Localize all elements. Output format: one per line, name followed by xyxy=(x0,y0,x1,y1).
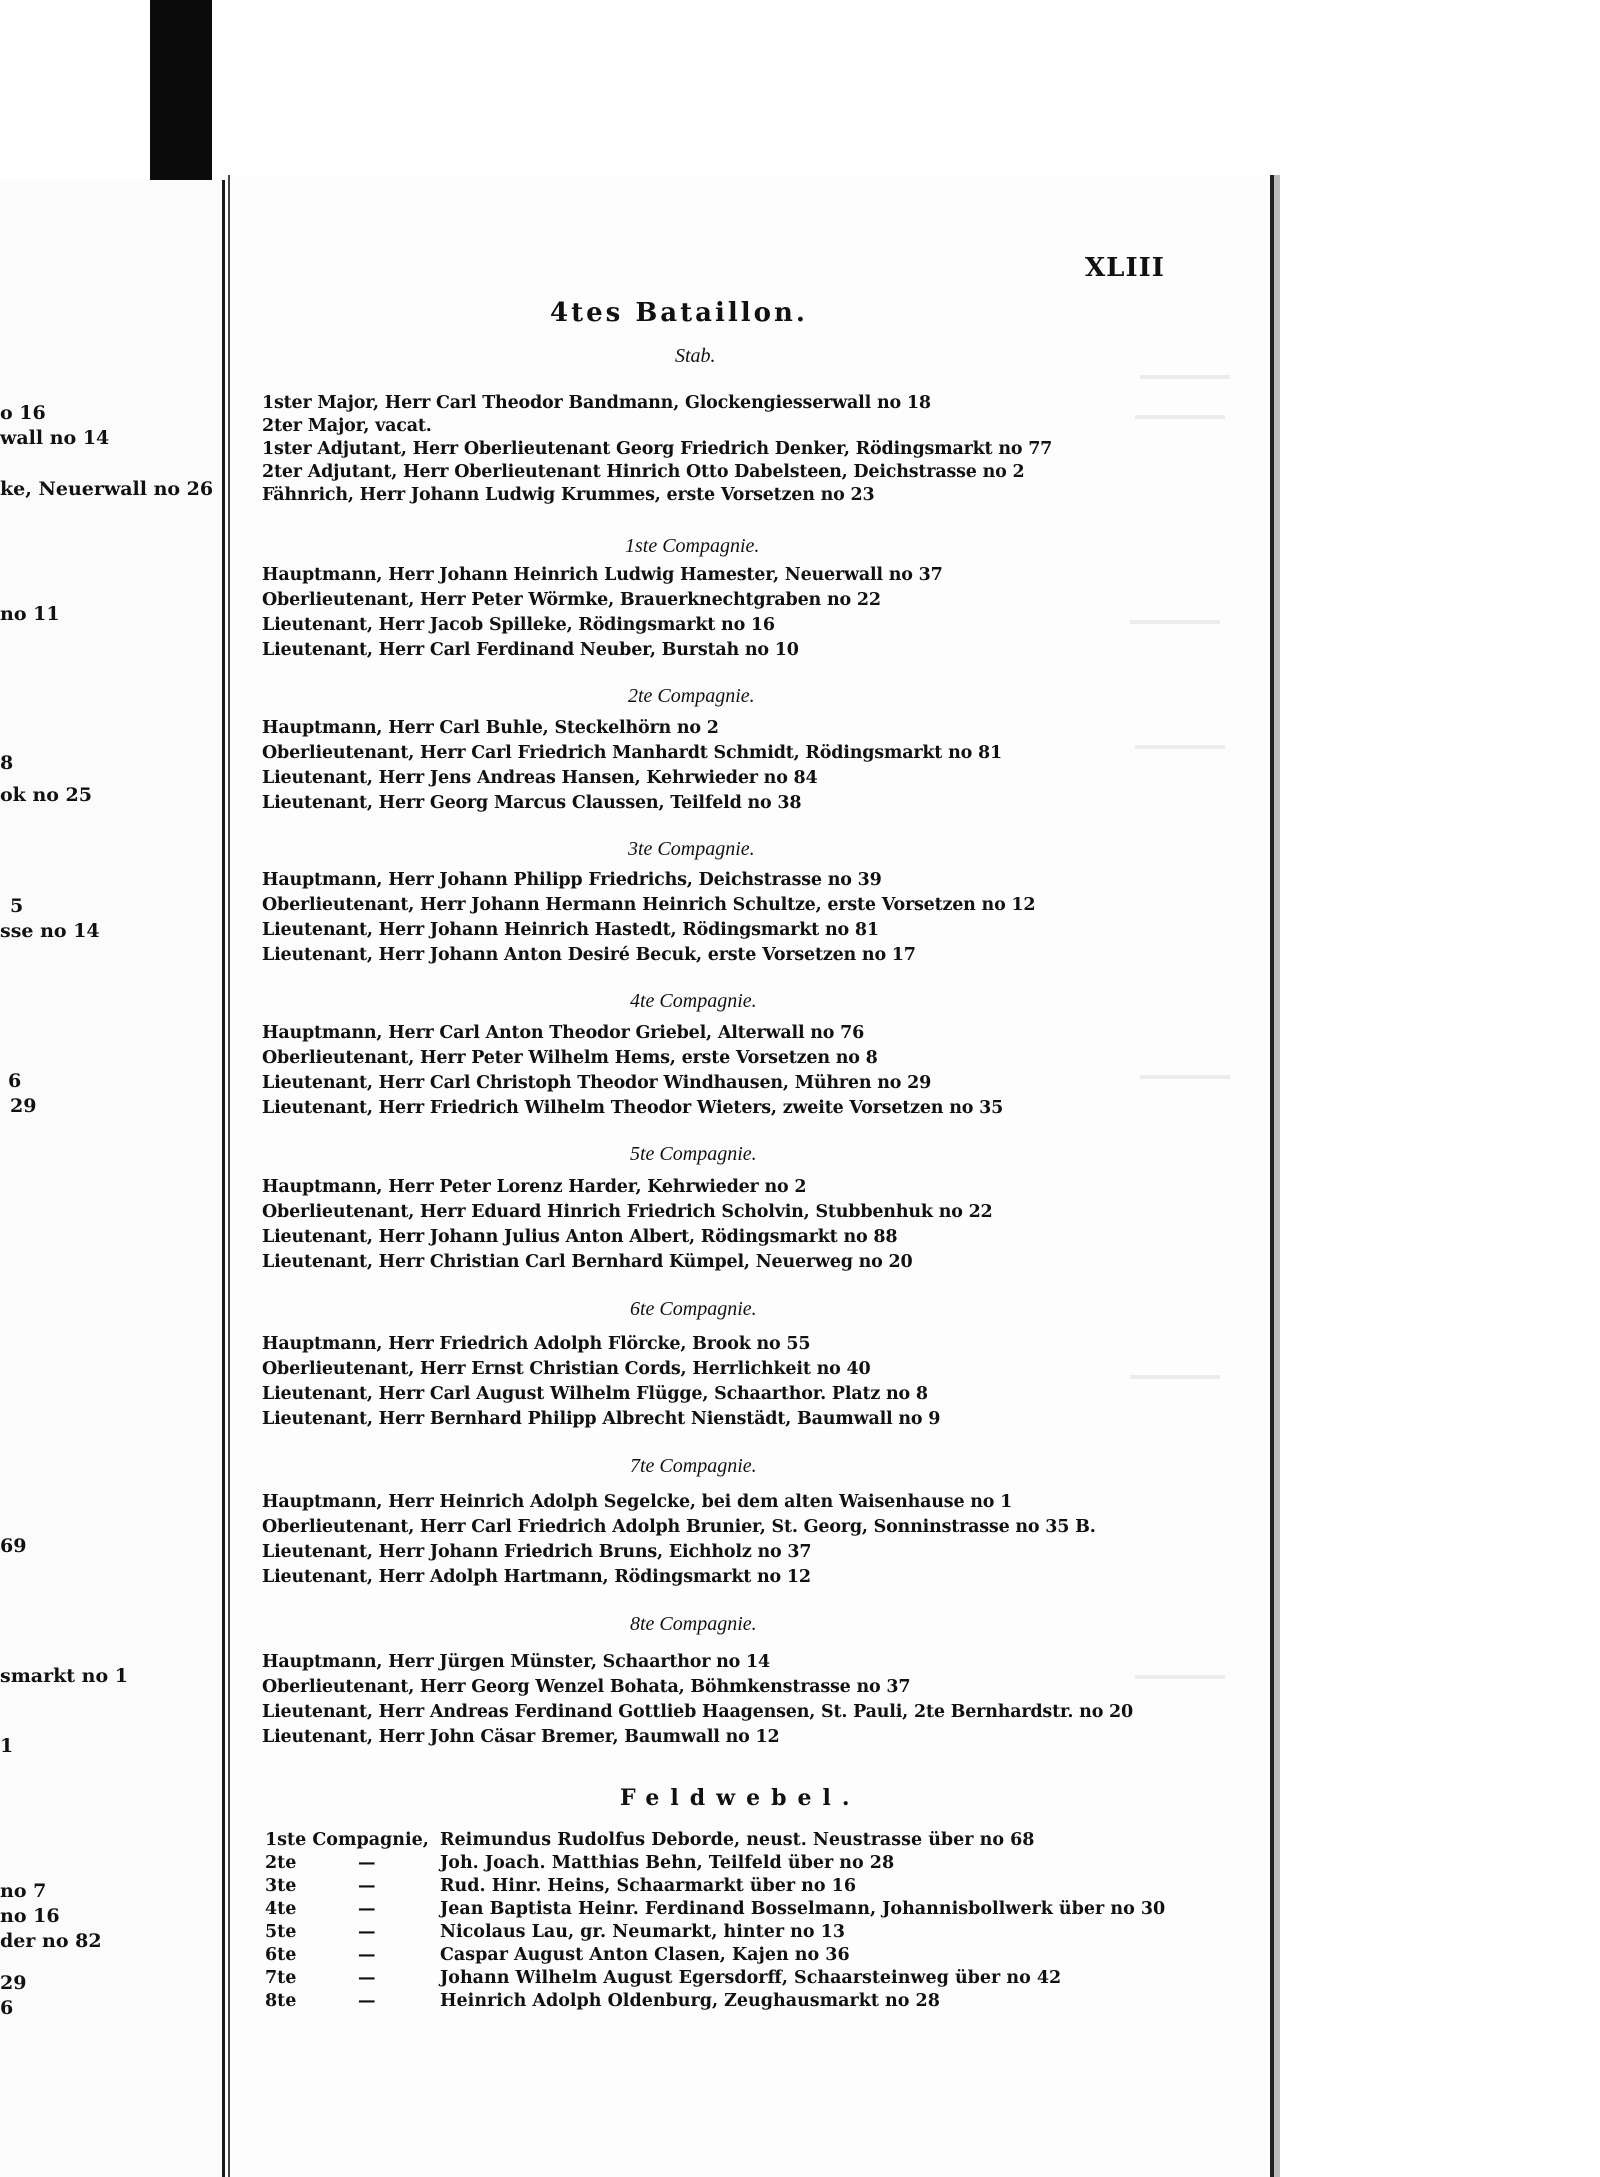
feldwebel-entry: Jean Baptista Heinr. Ferdinand Bosselmann, Johannisbollwerk über no 30 xyxy=(440,1899,1166,1919)
feldwebel-entry: Caspar August Anton Clasen, Kajen no 36 xyxy=(440,1945,850,1965)
ditto-dash: — xyxy=(358,1968,376,1988)
section-heading-compagnie: 3te Compagnie. xyxy=(628,838,755,860)
entry-line: Lieutenant, Herr Adolph Hartmann, Rödingsmarkt no 12 xyxy=(262,1567,811,1587)
left-fragment: no 7 xyxy=(0,1880,47,1902)
entry-line: Lieutenant, Herr Jacob Spilleke, Rödingsmarkt no 16 xyxy=(262,615,775,635)
entry-line: Oberlieutenant, Herr Peter Wörmke, Brauerknechtgraben no 22 xyxy=(262,590,881,610)
entry-line: Lieutenant, Herr Johann Heinrich Hastedt, Rödingsmarkt no 81 xyxy=(262,920,879,940)
entry-line: Fähnrich, Herr Johann Ludwig Krummes, erste Vorsetzen no 23 xyxy=(262,485,875,505)
entry-line: Oberlieutenant, Herr Eduard Hinrich Friedrich Scholvin, Stubbenhuk no 22 xyxy=(262,1202,993,1222)
entry-line: Lieutenant, Herr John Cäsar Bremer, Baumwall no 12 xyxy=(262,1727,780,1747)
entry-line: Lieutenant, Herr Carl Christoph Theodor Windhausen, Mühren no 29 xyxy=(262,1073,932,1093)
scan-background-top xyxy=(0,0,1600,180)
feldwebel-company-label: 5te xyxy=(265,1922,297,1942)
entry-line: Oberlieutenant, Herr Carl Friedrich Adolph Brunier, St. Georg, Sonninstrasse no 35 B. xyxy=(262,1517,1096,1537)
entry-line: Oberlieutenant, Herr Johann Hermann Heinrich Schultze, erste Vorsetzen no 12 xyxy=(262,895,1036,915)
feldwebel-company-label: 4te xyxy=(265,1899,297,1919)
feldwebel-entry: Johann Wilhelm August Egersdorff, Schaarsteinweg über no 42 xyxy=(440,1968,1062,1988)
feldwebel-entry: Nicolaus Lau, gr. Neumarkt, hinter no 13 xyxy=(440,1922,846,1942)
left-fragment: no 11 xyxy=(0,603,60,625)
feldwebel-entry: Joh. Joach. Matthias Behn, Teilfeld über no 28 xyxy=(440,1853,895,1873)
entry-line: Oberlieutenant, Herr Carl Friedrich Manhardt Schmidt, Rödingsmarkt no 81 xyxy=(262,743,1002,763)
entry-line: Lieutenant, Herr Andreas Ferdinand Gottlieb Haagensen, St. Pauli, 2te Bernhardstr. no 20 xyxy=(262,1702,1134,1722)
entry-line: 2ter Major, vacat. xyxy=(262,416,432,436)
entry-line: Lieutenant, Herr Friedrich Wilhelm Theodor Wieters, zweite Vorsetzen no 35 xyxy=(262,1098,1004,1118)
bleed-through-mark xyxy=(1135,1675,1225,1679)
entry-line: Hauptmann, Herr Heinrich Adolph Segelcke, bei dem alten Waisenhause no 1 xyxy=(262,1492,1013,1512)
entry-line: Lieutenant, Herr Johann Julius Anton Albert, Rödingsmarkt no 88 xyxy=(262,1227,898,1247)
entry-line: Lieutenant, Herr Christian Carl Bernhard Kümpel, Neuerweg no 20 xyxy=(262,1252,913,1272)
left-fragment: no 16 xyxy=(0,1905,60,1927)
left-fragment: 29 xyxy=(10,1095,37,1117)
section-heading-compagnie: 5te Compagnie. xyxy=(630,1143,757,1165)
entry-line: 1ster Adjutant, Herr Oberlieutenant Georg Friedrich Denker, Rödingsmarkt no 77 xyxy=(262,439,1053,459)
feldwebel-company-label: 2te xyxy=(265,1853,297,1873)
left-fragment: 6 xyxy=(0,1997,14,2019)
entry-line: Lieutenant, Herr Carl August Wilhelm Flügge, Schaarthor. Platz no 8 xyxy=(262,1384,928,1404)
section-heading-compagnie: 4te Compagnie. xyxy=(630,990,757,1012)
feldwebel-heading: Feldwebel. xyxy=(620,1785,861,1811)
feldwebel-entry: Reimundus Rudolfus Deborde, neust. Neustrasse über no 68 xyxy=(440,1830,1035,1850)
entry-line: Lieutenant, Herr Georg Marcus Claussen, Teilfeld no 38 xyxy=(262,793,802,813)
left-fragment: smarkt no 1 xyxy=(0,1665,128,1687)
left-fragment: ok no 25 xyxy=(0,784,92,806)
ditto-dash: — xyxy=(358,1991,376,2011)
entry-line: Hauptmann, Herr Carl Anton Theodor Griebel, Alterwall no 76 xyxy=(262,1023,865,1043)
left-fragment: sse no 14 xyxy=(0,920,100,942)
entry-line: Hauptmann, Herr Carl Buhle, Steckelhörn no 2 xyxy=(262,718,719,738)
feldwebel-company-label: 6te xyxy=(265,1945,297,1965)
entry-line: Lieutenant, Herr Jens Andreas Hansen, Kehrwieder no 84 xyxy=(262,768,818,788)
ditto-dash: — xyxy=(358,1945,376,1965)
bleed-through-mark xyxy=(1135,745,1225,749)
entry-line: Lieutenant, Herr Bernhard Philipp Albrecht Nienstädt, Baumwall no 9 xyxy=(262,1409,941,1429)
ditto-dash: — xyxy=(358,1853,376,1873)
left-fragment: der no 82 xyxy=(0,1930,102,1952)
feldwebel-company-label: 3te xyxy=(265,1876,297,1896)
page-title: 4tes Bataillon. xyxy=(550,298,808,328)
left-fragment: ke, Neuerwall no 26 xyxy=(0,478,214,500)
scan-black-bar xyxy=(150,0,212,200)
bleed-through-mark xyxy=(1140,1075,1230,1079)
entry-line: Hauptmann, Herr Johann Heinrich Ludwig Hamester, Neuerwall no 37 xyxy=(262,565,943,585)
ditto-dash: — xyxy=(358,1922,376,1942)
entry-line: Hauptmann, Herr Peter Lorenz Harder, Kehrwieder no 2 xyxy=(262,1177,807,1197)
entry-line: Oberlieutenant, Herr Ernst Christian Cords, Herrlichkeit no 40 xyxy=(262,1359,871,1379)
entry-line: 2ter Adjutant, Herr Oberlieutenant Hinrich Otto Dabelsteen, Deichstrasse no 2 xyxy=(262,462,1025,482)
left-fragment: 1 xyxy=(0,1735,14,1757)
feldwebel-company-label: 1ste Compagnie, xyxy=(265,1830,429,1850)
entry-line: Lieutenant, Herr Johann Anton Desiré Becuk, erste Vorsetzen no 17 xyxy=(262,945,916,965)
bleed-through-mark xyxy=(1140,375,1230,379)
section-heading-compagnie: 6te Compagnie. xyxy=(630,1298,757,1320)
feldwebel-company-label: 8te xyxy=(265,1991,297,2011)
entry-line: Lieutenant, Herr Johann Friedrich Bruns, Eichholz no 37 xyxy=(262,1542,812,1562)
left-fragment: 6 xyxy=(8,1070,22,1092)
section-heading-stab: Stab. xyxy=(675,345,716,367)
entry-line: Hauptmann, Herr Johann Philipp Friedrichs, Deichstrasse no 39 xyxy=(262,870,882,890)
left-fragment: o 16 xyxy=(0,402,46,424)
left-fragment: 29 xyxy=(0,1972,27,1994)
feldwebel-entry: Heinrich Adolph Oldenburg, Zeughausmarkt no 28 xyxy=(440,1991,940,2011)
entry-line: Lieutenant, Herr Carl Ferdinand Neuber, Burstah no 10 xyxy=(262,640,799,660)
feldwebel-entry: Rud. Hinr. Heins, Schaarmarkt über no 16 xyxy=(440,1876,857,1896)
feldwebel-company-label: 7te xyxy=(265,1968,297,1988)
section-heading-compagnie: 2te Compagnie. xyxy=(628,685,755,707)
section-heading-compagnie: 8te Compagnie. xyxy=(630,1613,757,1635)
entry-line: Oberlieutenant, Herr Peter Wilhelm Hems, erste Vorsetzen no 8 xyxy=(262,1048,878,1068)
section-heading-compagnie: 7te Compagnie. xyxy=(630,1455,757,1477)
left-facing-page xyxy=(0,180,225,2177)
section-heading-compagnie: 1ste Compagnie. xyxy=(625,535,760,557)
left-fragment: 69 xyxy=(0,1535,27,1557)
ditto-dash: — xyxy=(358,1876,376,1896)
page-number: XLIII xyxy=(1085,253,1165,283)
bleed-through-mark xyxy=(1130,1375,1220,1379)
ditto-dash: — xyxy=(358,1899,376,1919)
entry-line: Hauptmann, Herr Friedrich Adolph Flörcke, Brook no 55 xyxy=(262,1334,811,1354)
left-fragment: 5 xyxy=(10,895,24,917)
left-fragment: 8 xyxy=(0,752,14,774)
entry-line: 1ster Major, Herr Carl Theodor Bandmann, Glockengiesserwall no 18 xyxy=(262,393,931,413)
left-fragment: wall no 14 xyxy=(0,427,110,449)
bleed-through-mark xyxy=(1135,415,1225,419)
entry-line: Oberlieutenant, Herr Georg Wenzel Bohata, Böhmkenstrasse no 37 xyxy=(262,1677,911,1697)
bleed-through-mark xyxy=(1130,620,1220,624)
entry-line: Hauptmann, Herr Jürgen Münster, Schaarthor no 14 xyxy=(262,1652,770,1672)
